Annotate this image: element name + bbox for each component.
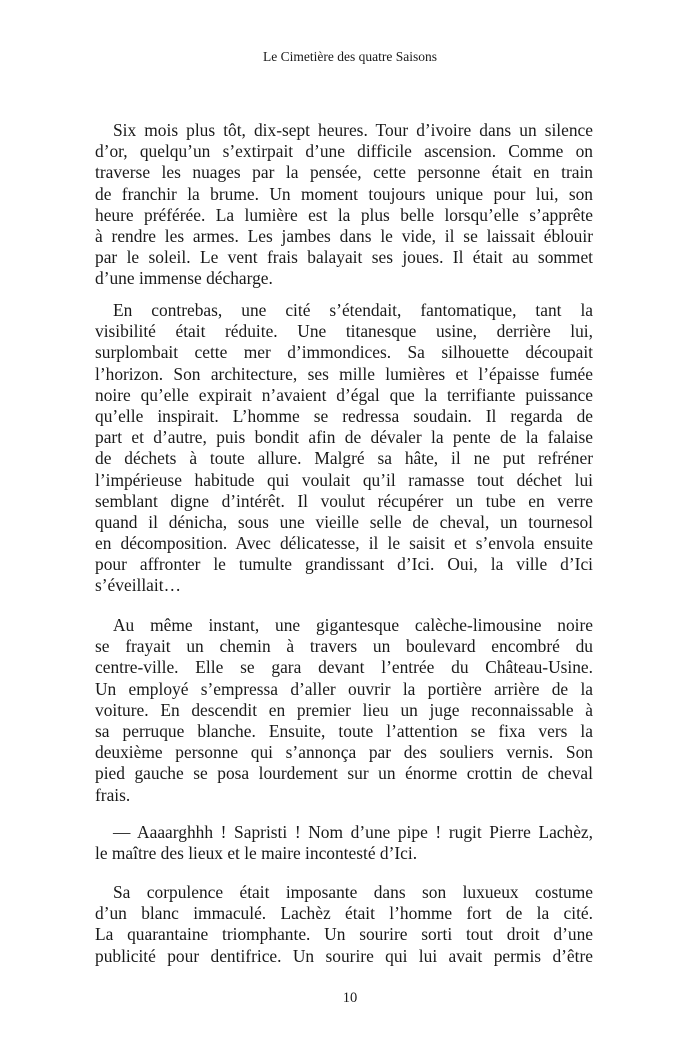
text-line: Six mois plus tôt, dix-sept heures. Tour d’ivoire dans un silence xyxy=(113,120,593,140)
text-line: Au même instant, une gigantesque calèche-limousine noire xyxy=(113,615,593,635)
text-line: heure préférée. La lumière est la plus belle lorsqu’elle s’apprête xyxy=(95,204,593,225)
text-line: centre-ville. Elle se gara devant l’entrée du Château-Usine. xyxy=(95,657,593,678)
text-line: l’horizon. Son architecture, ses mille lumières et l’épaisse fumée xyxy=(95,363,593,384)
text-line: — Aaaarghhh ! Sapristi ! Nom d’une pipe ! rugit Pierre Lachèz, xyxy=(113,822,593,842)
text-line: pied gauche se posa lourdement sur un énorme crottin de cheval xyxy=(95,763,593,784)
paragraph xyxy=(95,882,593,967)
text-line: de déchets à toute allure. Malgré sa hâte, il ne put refréner xyxy=(95,448,593,469)
text-line: publicité pour dentifrice. Un sourire qui lui avait permis d’être xyxy=(95,945,593,966)
paragraph xyxy=(95,615,593,806)
text-line: voiture. En descendit en premier lieu un juge reconnaissable à xyxy=(95,699,593,720)
text-line: part et d’autre, puis bondit afin de dévaler la pente de la falaise xyxy=(95,427,593,448)
text-line: semblant digne d’intérêt. Il voulut récupérer un tube en verre xyxy=(95,490,593,511)
text-line: pour affronter le tumulte grandissant d’Ici. Oui, la ville d’Ici xyxy=(95,554,593,575)
text-line: Sa corpulence était imposante dans son luxueux costume xyxy=(113,882,593,902)
text-line: qu’elle inspirait. L’homme se redressa soudain. Il regarda de xyxy=(95,405,593,426)
text-line: d’un blanc immaculé. Lachèz était l’homme fort de la cité. xyxy=(95,903,593,924)
running-header: Le Cimetière des quatre Saisons xyxy=(263,49,437,64)
text-line: sa perruque blanche. Ensuite, toute l’attention se fixa vers la xyxy=(95,720,593,741)
text-line: frais. xyxy=(95,784,131,805)
text-line: se frayait un chemin à travers un boulevard encombré du xyxy=(95,636,593,657)
text-line: s’éveillait… xyxy=(95,575,181,596)
paragraph xyxy=(95,300,593,597)
text-line: d’or, quelqu’un s’extirpait d’une difficile ascension. Comme on xyxy=(95,141,593,162)
text-line: à rendre les armes. Les jambes dans le vide, il se laissait éblouir xyxy=(95,225,593,246)
text-line: traverse les nuages par la pensée, cette personne était en train xyxy=(95,162,593,183)
text-line: En contrebas, une cité s’étendait, fantomatique, tant la xyxy=(113,300,593,320)
text-line: La quarantaine triomphante. Un sourire sorti tout droit d’une xyxy=(95,924,593,945)
text-line: l’impérieuse habitude qui voulait qu’il ramasse tout déchet lui xyxy=(95,469,593,490)
text-line: de franchir la brume. Un moment toujours unique pour lui, son xyxy=(95,183,593,204)
paragraph xyxy=(95,120,593,290)
paragraph xyxy=(95,822,593,864)
text-line: le maître des lieux et le maire incontesté d’Ici. xyxy=(95,843,418,864)
text-line: quand il dénicha, sous une vieille selle de cheval, un tournesol xyxy=(95,511,593,532)
text-line: en décomposition. Avec délicatesse, il le saisit et s’envola ensuite xyxy=(95,533,593,554)
text-line: Un employé s’empressa d’aller ouvrir la portière arrière de la xyxy=(95,678,593,699)
text-line: d’une immense décharge. xyxy=(95,268,273,289)
text-line: noire qu’elle expirait n’avaient d’égal que la terrifiante puissance xyxy=(95,384,593,405)
text-line: surplombait cette mer d’immondices. Sa silhouette découpait xyxy=(95,342,593,363)
text-line: par le soleil. Le vent frais balayait ses joues. Il était au sommet xyxy=(95,247,593,268)
text-line: deuxième personne qui s’annonça par des souliers vernis. Son xyxy=(95,742,593,763)
page-number: 10 xyxy=(342,990,358,1006)
text-line: visibilité était réduite. Une titanesque usine, derrière lui, xyxy=(95,321,593,342)
